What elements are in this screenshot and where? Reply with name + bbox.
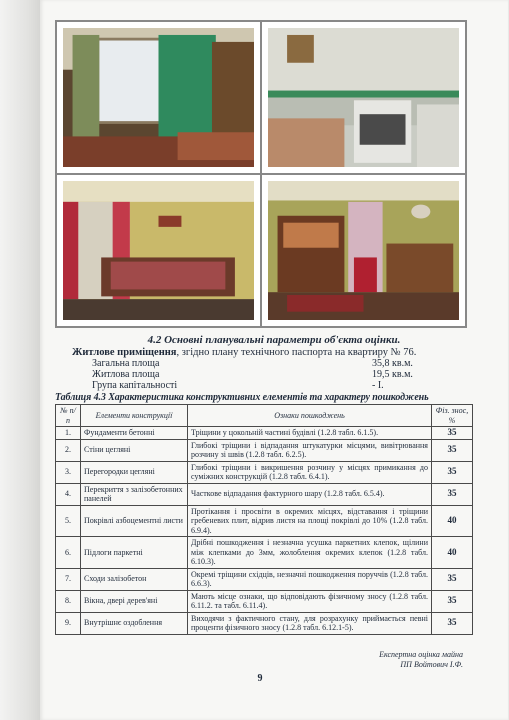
row-damage: Дрібні пошкодження і незначна усушка паркетних клепок, щілини між клепками до 3мм, жолоблення окремих клепок (1.2.8 табл. 6.10.3). — [188, 537, 432, 569]
row-damage: Глибокі тріщини і викришення розчину у місцях примикання до суміжних конструкцій (1.2.8 табл. 6.4.1). — [188, 461, 432, 483]
row-wear: 35 — [432, 483, 473, 505]
row-element: Вікна, двері дерев'яні — [81, 590, 188, 612]
param-row — [92, 358, 452, 369]
row-num: 8. — [56, 590, 81, 612]
table-header-row — [56, 405, 473, 427]
photo-bedroom — [63, 181, 254, 320]
row-element: Перегородки цегляні — [81, 461, 188, 483]
parameters-list — [92, 358, 452, 391]
row-damage: Мають місце ознаки, що відповідають фізичному зносу (1.2.8 табл. 6.11.2. та табл. 6.11.4). — [188, 590, 432, 612]
row-num: 2. — [56, 439, 81, 461]
param-value: - І. — [372, 380, 384, 391]
table-row — [56, 568, 473, 590]
table-row — [56, 483, 473, 505]
table-row — [56, 461, 473, 483]
row-wear: 35 — [432, 612, 473, 634]
table-row — [56, 439, 473, 461]
param-value: 35,8 кв.м. — [372, 358, 413, 369]
table-row — [56, 505, 473, 537]
signature-line-2: ПП Войтович І.Ф. — [400, 660, 463, 669]
living-label: Житлове приміщення — [72, 347, 177, 358]
row-damage: Тріщини у цокольній частині будівлі (1.2.8 табл. 6.1.5). — [188, 427, 432, 440]
photo-kitchen — [268, 28, 459, 167]
param-row — [92, 380, 452, 391]
photo-living-room — [268, 181, 459, 320]
photo-cell-living-room — [261, 174, 466, 327]
section-heading: 4.2 Основні планувальні параметри об'єкта оцінки. — [147, 334, 401, 346]
row-damage: Окремі тріщини східців, незначні пошкодження поруччів (1.2.8 табл. 6.6.3). — [188, 568, 432, 590]
row-damage: Виходячи з фактичного стану, для розрахунку приймається певні проценти фізичного зносу (1.2.8 табл. 6.12.1-5). — [188, 612, 432, 634]
row-wear: 35 — [432, 568, 473, 590]
table-row — [56, 537, 473, 569]
param-name: Житлова площа — [92, 369, 160, 380]
table-row — [56, 612, 473, 634]
header-wear: Фіз. знос, % — [432, 405, 473, 427]
row-element: Перекриття з залізобетонних панелей — [81, 483, 188, 505]
row-element: Фундаменти бетонні — [81, 427, 188, 440]
row-wear: 40 — [432, 505, 473, 537]
table-row — [56, 427, 473, 440]
row-element: Стіни цегляні — [81, 439, 188, 461]
row-num: 5. — [56, 505, 81, 537]
row-num: 6. — [56, 537, 81, 569]
photo-cell-room-window — [56, 21, 261, 174]
row-num: 7. — [56, 568, 81, 590]
row-wear: 35 — [432, 439, 473, 461]
header-num: № п/п — [56, 405, 81, 427]
row-wear: 35 — [432, 590, 473, 612]
signature-line-1: Експертна оцінка майна — [379, 650, 463, 659]
document-page — [40, 0, 508, 720]
row-damage: Глибокі тріщини і відпадання штукатурки місцями, вивітрювання розчину зі швів (1.2.8 табл. 6.2.5). — [188, 439, 432, 461]
living-premises-line — [72, 347, 416, 358]
header-element: Елементи конструкції — [81, 405, 188, 427]
photo-room-window — [63, 28, 254, 167]
row-wear: 35 — [432, 427, 473, 440]
param-name: Загальна площа — [92, 358, 160, 369]
photo-cell-bedroom — [56, 174, 261, 327]
living-text: , згідно плану технічного паспорта на квартиру № 76. — [176, 347, 417, 358]
param-row — [92, 369, 452, 380]
row-element: Внутрішнє оздоблення — [81, 612, 188, 634]
table-row — [56, 590, 473, 612]
row-element: Сходи залізобетон — [81, 568, 188, 590]
row-element: Покрівлі азбоцементні листи — [81, 505, 188, 537]
row-element: Підлоги паркетні — [81, 537, 188, 569]
scan-margin — [0, 0, 40, 720]
header-damage: Ознаки пошкоджень — [188, 405, 432, 427]
table-title: Таблиця 4.3 Характеристика конструктивних елементів та характеру пошкоджень — [55, 392, 429, 403]
row-damage: Часткове відпадання фактурного шару (1.2.8 табл. 6.5.4). — [188, 483, 432, 505]
page-number: 9 — [257, 673, 263, 684]
row-wear: 40 — [432, 537, 473, 569]
row-num: 1. — [56, 427, 81, 440]
photo-cell-kitchen — [261, 21, 466, 174]
row-damage: Протікання і просвіти в окремих місцях, відставання і тріщини гребеневих плит, відрив листя на площі покрівлі до 10% (1.2.8 табл. 6.9.4). — [188, 505, 432, 537]
row-wear: 35 — [432, 461, 473, 483]
row-num: 9. — [56, 612, 81, 634]
row-num: 3. — [56, 461, 81, 483]
signature-block — [379, 650, 463, 670]
row-num: 4. — [56, 483, 81, 505]
param-name: Група капітальності — [92, 380, 178, 391]
defects-table — [55, 404, 473, 635]
photo-grid — [55, 20, 467, 328]
param-value: 19,5 кв.м. — [372, 369, 413, 380]
